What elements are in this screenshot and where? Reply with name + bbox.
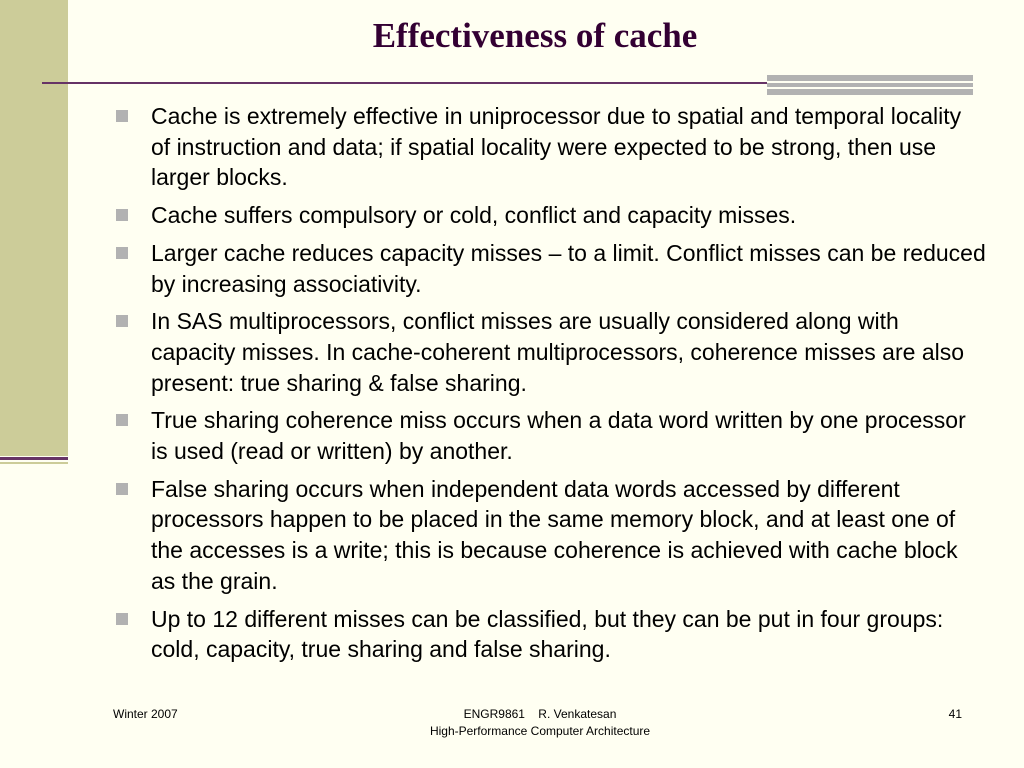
page-number: 41	[948, 707, 962, 721]
square-bullet-icon	[116, 483, 128, 495]
bullet-text: In SAS multiprocessors, conflict misses are usually considered along with capacity misses. In cache-coherent multiprocessors, coherence misses are also present: true sharing & false sharing.	[151, 308, 965, 396]
bullet-item	[116, 200, 986, 231]
bullet-text: Up to 12 different misses can be classified, but they can be put in four groups: cold, capacity, true sharing and false sharing.	[151, 605, 944, 663]
corner-block-stripe	[767, 87, 973, 89]
left-band-rule-secondary	[0, 462, 68, 464]
bullet-item	[116, 238, 986, 299]
footer-course-line1: ENGR9861 R. Venkatesan	[463, 707, 617, 721]
square-bullet-icon	[116, 613, 128, 625]
square-bullet-icon	[116, 414, 128, 426]
footer-course-line2: High-Performance Computer Architecture	[429, 724, 651, 738]
bullet-text: Cache is extremely effective in uniprocessor due to spatial and temporal locality of instruction and data; if spatial locality were expected to be strong, then use larger blocks.	[151, 103, 962, 191]
bullet-item	[116, 474, 986, 597]
corner-decorative-block	[767, 75, 973, 95]
footer-course	[350, 706, 730, 740]
square-bullet-icon	[116, 110, 128, 122]
bullet-item	[116, 101, 986, 193]
square-bullet-icon	[116, 209, 128, 221]
left-decorative-band	[0, 0, 68, 456]
bullet-text: Cache suffers compulsory or cold, conflict and capacity misses.	[151, 202, 797, 229]
corner-block-stripe	[767, 81, 973, 83]
bullet-item	[116, 306, 986, 398]
left-band-rule	[0, 457, 68, 460]
footer-date: Winter 2007	[113, 707, 178, 721]
bullet-text: False sharing occurs when independent data words accessed by different processors happen to be placed in the same memory block, and at least one of the accesses is a write; this is because coherence is achieved with cache block as the grain.	[151, 475, 958, 594]
bullet-text: True sharing coherence miss occurs when a data word written by one processor is used (read or written) by another.	[151, 407, 966, 465]
slide-title: Effectiveness of cache	[372, 16, 698, 55]
bullet-item	[116, 604, 986, 665]
bullet-text: Larger cache reduces capacity misses – to a limit. Conflict misses can be reduced by increasing associativity.	[151, 239, 986, 297]
bullet-list	[116, 101, 986, 672]
bullet-item	[116, 405, 986, 466]
square-bullet-icon	[116, 315, 128, 327]
square-bullet-icon	[116, 247, 128, 259]
